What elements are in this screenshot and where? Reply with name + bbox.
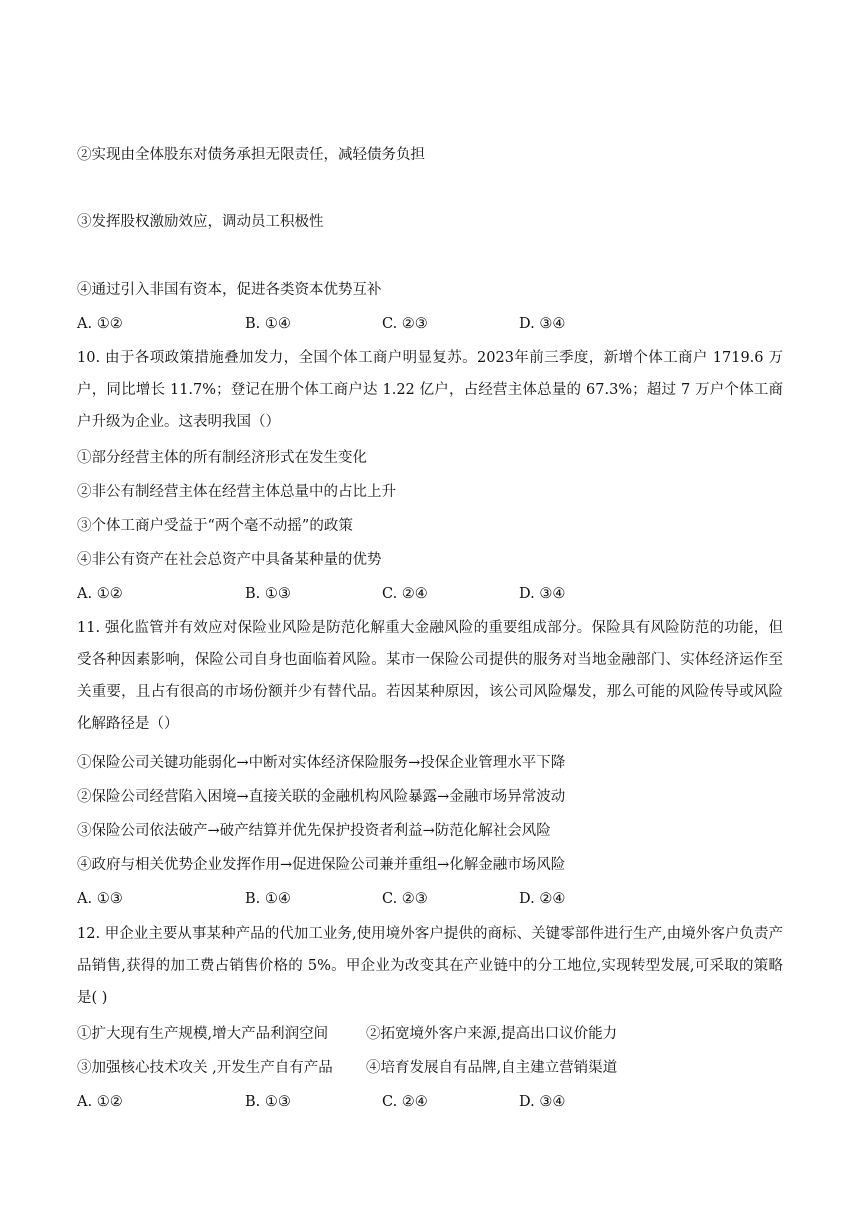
q11-option-c: C. ②③ — [382, 891, 428, 907]
q12-option-a: A. ①② — [77, 1094, 123, 1110]
q9-statement-3: ③发挥股权激励效应，调动员工积极性 — [77, 214, 324, 230]
q9-statement-2: ②实现由全体股东对债务承担无限责任，减轻债务负担 — [77, 147, 425, 163]
q10-statement-2: ②非公有制经营主体在经营主体总量中的占比上升 — [77, 484, 396, 500]
q11-statement-1: ①保险公司关键功能弱化→中断对实体经济保险服务→投保企业管理水平下降 — [77, 755, 566, 771]
q11-stem: 11. 强化监管并有效应对保险业风险是防范化解重大金融风险的重要组成部分。保险具有风险防范的功能，但受各种因素影响，保险公司自身也面临着风险。某市一保险公司提供的服务对当地金融部门、实体经济运作至关重要，且占有很高的市场份额并少有替代品。若因某种原因，该公司风险爆发，那么可能的风险传导或风险化解路径是（） — [77, 620, 783, 732]
q10-statement-1: ①部分经营主体的所有制经济形式在发生变化 — [77, 450, 367, 466]
q10-options — [77, 584, 783, 604]
q12-options — [77, 1092, 783, 1112]
q12-option-d: D. ③④ — [519, 1094, 566, 1110]
q11-statement-2: ②保险公司经营陷入困境→直接关联的金融机构风险暴露→金融市场异常波动 — [77, 789, 566, 805]
q11-option-a: A. ①③ — [77, 891, 123, 907]
q12-statement-4: ④培育发展自有品牌,自主建立营销渠道 — [366, 1060, 618, 1076]
q10-option-a: A. ①② — [77, 586, 123, 602]
q12-statements-row-1 — [77, 1024, 783, 1044]
q10-statement-3: ③个体工商户受益于“两个毫不动摇”的政策 — [77, 518, 353, 534]
q12-option-b: B. ①③ — [245, 1094, 291, 1110]
q9-options — [77, 314, 783, 334]
q10-statement-4: ④非公有资产在社会总资产中具备某种量的优势 — [77, 552, 382, 568]
q12-statement-1: ①扩大现有生产规模,增大产品利润空间 — [77, 1026, 329, 1042]
q11-statement-3: ③保险公司依法破产→破产结算并优先保护投资者利益→防范化解社会风险 — [77, 823, 551, 839]
q10-stem: 10. 由于各项政策措施叠加发力，全国个体工商户明显复苏。2023年前三季度，新增个体工商户 1719.6 万户，同比增长 11.7%；登记在册个体工商户达 1.22 亿户，占经营主体总量的 67.3%；超过 7 万户个体工商户升级为企业。这表明我国（） — [77, 350, 783, 430]
q11-option-b: B. ①④ — [245, 891, 291, 907]
q12-option-c: C. ②④ — [382, 1094, 428, 1110]
q12-statements-row-2 — [77, 1058, 783, 1078]
q10-option-b: B. ①③ — [245, 586, 291, 602]
q12-statement-2: ②拓宽境外客户来源,提高出口议价能力 — [366, 1026, 618, 1042]
q10-option-d: D. ③④ — [519, 586, 566, 602]
q9-option-c: C. ②③ — [382, 316, 428, 332]
q11-statement-4: ④政府与相关优势企业发挥作用→促进保险公司兼并重组→化解金融市场风险 — [77, 857, 566, 873]
q10-option-c: C. ②④ — [382, 586, 428, 602]
q12-statement-3: ③加强核心技术攻关 ,开发生产自有产品 — [77, 1060, 333, 1076]
q12-stem: 12. 甲企业主要从事某种产品的代加工业务,使用境外客户提供的商标、关键零部件进行生产,由境外客户负责产品销售,获得的加工费占销售价格的 5%。甲企业为改变其在产业链中的分工地位,实现转型发展,可采取的策略是( ) — [77, 926, 783, 1006]
q11-option-d: D. ②④ — [519, 891, 566, 907]
q9-option-a: A. ①② — [77, 316, 123, 332]
q9-option-d: D. ③④ — [519, 316, 566, 332]
q11-options — [77, 889, 783, 909]
q9-option-b: B. ①④ — [245, 316, 291, 332]
q9-statement-4: ④通过引入非国有资本，促进各类资本优势互补 — [77, 282, 382, 298]
